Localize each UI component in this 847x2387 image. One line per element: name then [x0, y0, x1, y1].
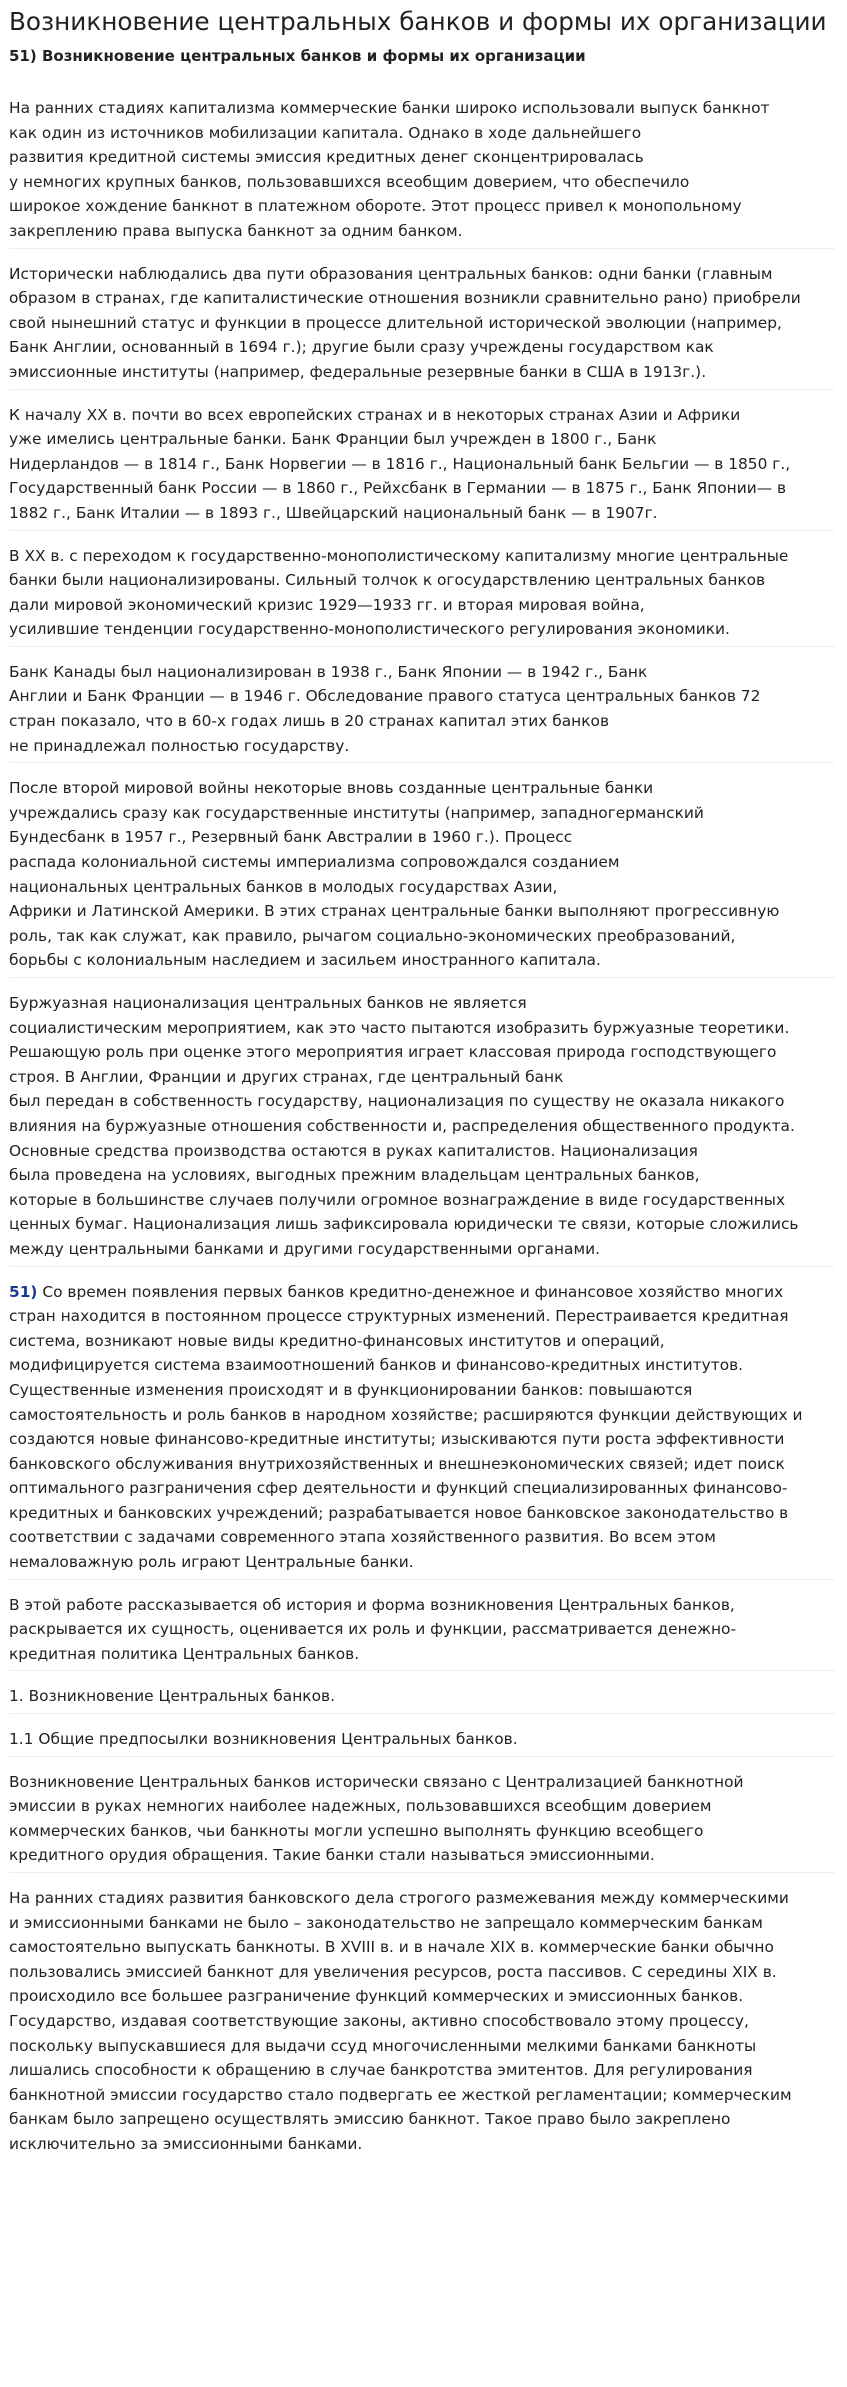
paragraph-line: самостоятельно выпускать банкноты. В XVIII в. и в начале XIX в. коммерческие банки обычно [9, 1938, 774, 1957]
paragraph-line: Решающую роль при оценке этого мероприятия играет классовая природа господствующего [9, 1043, 777, 1062]
paragraph-line: социалистическим мероприятием, как это часто пытаются изобразить буржуазные теоретики. [9, 1018, 790, 1037]
paragraph-line: ценных бумаг. Национализация лишь зафиксировала юридически те связи, которые сложились [9, 1215, 799, 1234]
paragraph-line: широкое хождение банкнот в платежном обороте. Этот процесс привел к монопольному [9, 197, 742, 216]
paragraph-line: банкам было запрещено осуществлять эмиссию банкнот. Такое право было закреплено [9, 2110, 731, 2129]
paragraph-line: и эмиссионными банками не было – законодательство не запрещало коммерческим банкам [9, 1913, 763, 1932]
paragraph-line: исключительно за эмиссионными банками. [9, 2134, 363, 2153]
paragraph-line: Буржуазная национализация центральных банков не является [9, 994, 527, 1012]
article-paragraph [9, 403, 835, 531]
paragraph-line: кредитного орудия обращения. Такие банки стали называться эмиссионными. [9, 1846, 655, 1865]
paragraph-line: уже имелись центральные банки. Банк Франции был учрежден в 1800 г., Банк [9, 430, 657, 449]
article-paragraph [9, 776, 835, 978]
article-paragraph [9, 1727, 835, 1757]
article-paragraph [9, 1770, 835, 1873]
paragraph-line-text: Со времен появления первых банков кредитно-денежное и финансовое хозяйство многих [37, 1282, 784, 1301]
article-subtitle: 51) Возникновение центральных банков и формы их организации [9, 47, 586, 65]
article-paragraph [9, 96, 835, 249]
paragraph-line: был передан в собственность государству, национализация по существу не оказала никакого [9, 1092, 785, 1111]
paragraph-line: борьбы с колониальным наследием и засильем иностранного капитала. [9, 951, 601, 970]
paragraph-line: банкнотной эмиссии государство стало подвергать ее жесткой регламентации; коммерческим [9, 2085, 792, 2104]
paragraph-line: пользовались эмиссией банкнот для увеличения ресурсов, роста пассивов. С середины XIX в. [9, 1962, 777, 1981]
paragraph-line: усилившие тенденции государственно-монополистического регулирования экономики. [9, 620, 730, 639]
paragraph-line: раскрывается их сущность, оценивается их роль и функции, рассматривается денежно- [9, 1620, 736, 1639]
paragraph-line: 1882 г., Банк Италии — в 1893 г., Швейцарский национальный банк — в 1907г. [9, 503, 658, 522]
article-paragraph [9, 262, 835, 390]
paragraph-line: которые в большинстве случаев получили огромное вознаграждение в виде государственных [9, 1190, 786, 1209]
paragraph-line: Банк Англии, основанный в 1694 г.); другие были сразу учреждены государством как [9, 338, 714, 357]
paragraph-line: национальных центральных банков в молодых государствах Азии, [9, 877, 558, 896]
paragraph-line: Возникновение Центральных банков исторически связано с Централизацией банкнотной [9, 1772, 744, 1791]
paragraph-line: строя. В Англии, Франции и других странах, где центральный банк [9, 1067, 564, 1086]
paragraph-line: стран показало, что в 60-х годах лишь в 20 странах капитал этих банков [9, 712, 610, 731]
paragraph-line: стран находится в постоянном процессе структурных изменений. Перестраивается кредитная [9, 1307, 789, 1326]
paragraph-line: Нидерландов — в 1814 г., Банк Норвегии — в 1816 г., Национальный банк Бельгии — в 1850 г., [9, 454, 791, 473]
paragraph-line: эмиссионные институты (например, федеральные резервные банки в США в 1913г.). [9, 362, 707, 381]
paragraph-line [9, 1280, 835, 1305]
paragraph-line: эмиссии в руках немногих наиболее надежных, пользовавшихся всеобщим доверием [9, 1797, 712, 1816]
article-paragraph [9, 1684, 835, 1714]
paragraph-line: Государство, издавая соответствующие законы, активно способствовало этому процессу, [9, 2011, 749, 2030]
paragraph-line: оптимального разграничения сфер деятельности и функций специализированных финансово- [9, 1479, 788, 1498]
article-paragraph [9, 991, 835, 1267]
paragraph-line: у немногих крупных банков, пользовавшихся всеобщим доверием, что обеспечило [9, 172, 690, 191]
paragraph-line: дали мировой экономический кризис 1929—1933 гг. и вторая мировая война, [9, 595, 645, 614]
paragraph-line: 1. Возникновение Центральных банков. [9, 1687, 335, 1706]
paragraph-line: роль, так как служат, как правило, рычагом социально-экономических преобразований, [9, 926, 736, 945]
paragraph-line: развития кредитной системы эмиссия кредитных денег сконцентрировалась [9, 148, 644, 167]
paragraph-line: Банк Канады был национализирован в 1938 г., Банк Японии — в 1942 г., Банк [9, 662, 648, 681]
paragraph-line: 1.1 Общие предпосылки возникновения Центральных банков. [9, 1730, 518, 1749]
paragraph-line: На ранних стадиях развития банковского дела строгого размежевания между коммерческими [9, 1889, 789, 1907]
paragraph-line: свой нынешний статус и функции в процессе длительной исторической эволюции (например, [9, 313, 782, 332]
paragraph-line: влияния на буржуазные отношения собственности и, распределения общественного продукта. [9, 1116, 795, 1135]
paragraph-line: Бундесбанк в 1957 г., Резервный банк Австралии в 1960 г.). Процесс [9, 828, 573, 847]
paragraph-line: была проведена на условиях, выгодных прежним владельцам центральных банков, [9, 1166, 700, 1185]
article-paragraph [9, 1280, 835, 1580]
paragraph-line: создаются новые финансово-кредитные институты; изыскиваются пути роста эффективности [9, 1430, 785, 1449]
paragraph-line: система, возникают новые виды кредитно-финансовых институтов и операций, [9, 1331, 665, 1350]
paragraph-line: образом в странах, где капиталистические отношения возникли сравнительно рано) приобрели [9, 289, 801, 308]
article-paragraph [9, 544, 835, 647]
article-paragraph [9, 1593, 835, 1672]
paragraph-line: Государственный банк России — в 1860 г., Рейхсбанк в Германии — в 1875 г., Банк Японии— в [9, 479, 787, 498]
article-paragraph [9, 1886, 835, 2161]
paragraph-line: поскольку выпускавшиеся для выдачи ссуд многочисленными мелкими банками банкноты [9, 2036, 757, 2055]
paragraph-line: учреждались сразу как государственные институты (например, западногерманский [9, 803, 704, 822]
section-number: 51) [9, 1282, 38, 1301]
paragraph-line: как один из источников мобилизации капитала. Однако в ходе дальнейшего [9, 123, 642, 142]
paragraph-line: В этой работе рассказывается об история и форма возникновения Центральных банков, [9, 1595, 735, 1614]
paragraph-line: между центральными банками и другими государственными органами. [9, 1239, 600, 1258]
paragraph-line: происходило все большее разграничение функций коммерческих и эмиссионных банков. [9, 1987, 744, 2006]
paragraph-line: Исторически наблюдались два пути образования центральных банков: одни банки (главным [9, 264, 773, 283]
paragraph-line: кредитных и банковских учреждений; разрабатывается новое банковское законодательство в [9, 1503, 789, 1522]
paragraph-line: банковского обслуживания внутрихозяйственных и внешнеэкономических связей; идет поиск [9, 1454, 785, 1473]
paragraph-line: Африки и Латинской Америки. В этих странах центральные банки выполняют прогрессивную [9, 902, 780, 921]
paragraph-line: коммерческих банков, чьи банкноты могли успешно выполнять функцию всеобщего [9, 1821, 704, 1840]
paragraph-line: модифицируется система взаимоотношений банков и финансово-кредитных институтов. [9, 1356, 744, 1375]
paragraph-line: соответствии с задачами современного этапа хозяйственного развития. Во всем этом [9, 1528, 716, 1547]
paragraph-line: После второй мировой войны некоторые вновь созданные центральные банки [9, 779, 654, 798]
paragraph-line: На ранних стадиях капитализма коммерческие банки широко использовали выпуск банкнот [9, 99, 770, 117]
paragraph-line: Англии и Банк Франции — в 1946 г. Обследование правого статуса центральных банков 72 [9, 687, 761, 706]
paragraph-line: кредитная политика Центральных банков. [9, 1644, 360, 1663]
page-title: Возникновение центральных банков и формы их организации [9, 7, 827, 36]
paragraph-line: самостоятельность и роль банков в народном хозяйстве; расширяются функции действующих и [9, 1405, 803, 1424]
paragraph-line: Основные средства производства остаются в руках капиталистов. Национализация [9, 1141, 698, 1160]
paragraph-line: немаловажную роль играют Центральные банки. [9, 1553, 414, 1572]
article-body [9, 96, 835, 2161]
article-paragraph [9, 660, 835, 763]
paragraph-line: Существенные изменения происходят и в функционировании банков: повышаются [9, 1380, 693, 1399]
paragraph-line: распада колониальной системы империализма сопровождался созданием [9, 853, 620, 872]
paragraph-line: К началу XX в. почти во всех европейских странах и в некоторых странах Азии и Африки [9, 405, 741, 424]
paragraph-line: банки были национализированы. Сильный толчок к огосударствлению центральных банков [9, 571, 766, 590]
paragraph-line: не принадлежал полностью государству. [9, 736, 350, 755]
paragraph-line: закреплению права выпуска банкнот за одним банком. [9, 221, 463, 240]
paragraph-line: В XX в. с переходом к государственно-монополистическому капитализму многие центральные [9, 546, 789, 565]
paragraph-line: лишались способности к обращению в случае банкротства эмитентов. Для регулирования [9, 2061, 753, 2080]
